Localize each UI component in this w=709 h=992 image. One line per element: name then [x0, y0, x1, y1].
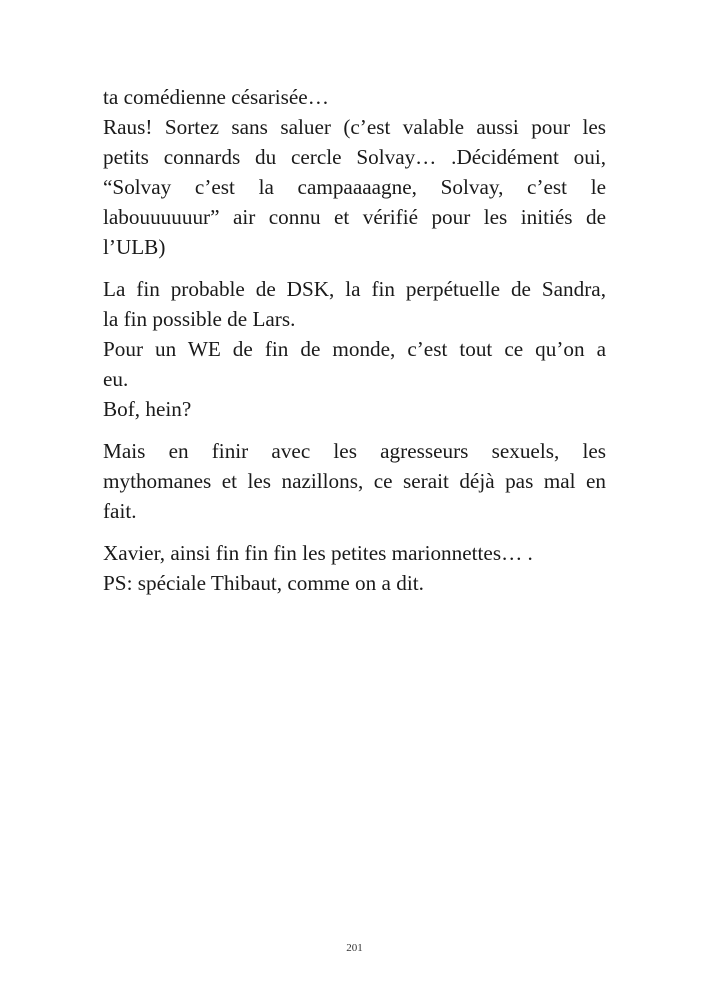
- text-line: La fin probable de DSK, la fin perpétuelle de Sandra,: [103, 277, 606, 301]
- paragraph-3: [103, 436, 606, 526]
- body-text: [103, 82, 606, 610]
- text-line: ta comédienne césarisée…: [103, 85, 329, 109]
- text-line: fait.: [103, 499, 137, 523]
- paragraph-2: [103, 274, 606, 424]
- text-line: Raus! Sortez sans saluer (c’est valable aussi pour les: [103, 115, 606, 139]
- text-line: mythomanes et les nazillons, ce serait déjà pas mal en: [103, 469, 606, 493]
- text-line: petits connards du cercle Solvay… .Décidément oui,: [103, 145, 606, 169]
- text-line: eu.: [103, 367, 129, 391]
- paragraph-4: [103, 538, 606, 598]
- page-number: 201: [346, 942, 363, 954]
- text-line: Bof, hein?: [103, 397, 192, 421]
- text-line: l’ULB): [103, 235, 166, 259]
- paragraph-1: [103, 82, 606, 262]
- text-line: Pour un WE de fin de monde, c’est tout ce qu’on a: [103, 337, 606, 361]
- text-line: PS: spéciale Thibaut, comme on a dit.: [103, 571, 424, 595]
- text-line: “Solvay c’est la campaaaagne, Solvay, c’est le: [103, 175, 606, 199]
- text-line: la fin possible de Lars.: [103, 307, 296, 331]
- text-line: labouuuuuur” air connu et vérifié pour les initiés de: [103, 205, 606, 229]
- text-line: Xavier, ainsi fin fin fin les petites marionnettes… .: [103, 541, 533, 565]
- text-line: Mais en finir avec les agresseurs sexuels, les: [103, 439, 606, 463]
